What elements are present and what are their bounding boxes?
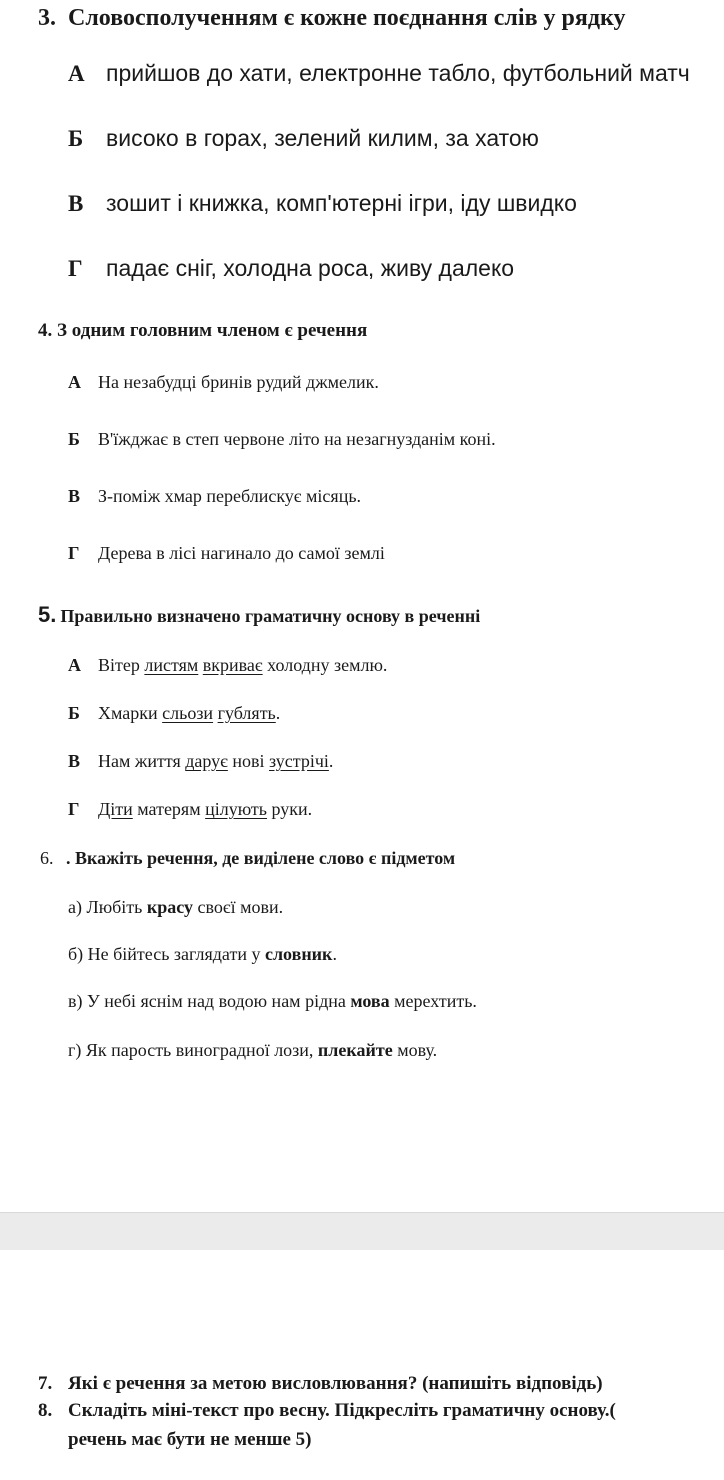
question-5-option-d: Г Діти матерям цілують руки. bbox=[68, 799, 313, 819]
underlined-word: гублять bbox=[217, 703, 276, 723]
underlined-word: цілують bbox=[205, 799, 268, 819]
underlined-word: зустрічі bbox=[269, 751, 329, 771]
question-3-option-c: В зошит і книжка, комп'ютерні ігри, іду швидко bbox=[68, 190, 577, 216]
question-7: 7. Які є речення за метою висловлювання? (напишіть відповідь) bbox=[38, 1373, 603, 1394]
question-4-option-d: Г Дерева в лісі нагинало до самої землі bbox=[68, 543, 385, 563]
question-4-option-c: В З-поміж хмар переблискує місяць. bbox=[68, 486, 362, 506]
question-8-line-2: речень має бути не менше 5) bbox=[68, 1429, 312, 1450]
question-6-option-d: г) Як парость виноградної лози, плекайте мову. bbox=[68, 1040, 438, 1060]
question-6-number: 6. bbox=[40, 848, 54, 868]
underlined-word: листям bbox=[144, 655, 199, 675]
question-6-option-c: в) У небі яснім над водою нам рідна мова мерехтить. bbox=[68, 991, 477, 1011]
underlined-word: сльози bbox=[162, 703, 214, 723]
question-3-option-d: Г падає сніг, холодна роса, живу далеко bbox=[68, 255, 515, 281]
underlined-word: дарує bbox=[185, 751, 228, 771]
question-3-title: 3. Словосполученням є кожне поєднання слів у рядку bbox=[38, 5, 626, 31]
question-6-option-a: а) Любіть красу своєї мови. bbox=[68, 897, 284, 917]
page-2 bbox=[0, 1250, 724, 1480]
question-5-option-a: А Вітер листям вкриває холодну землю. bbox=[68, 655, 388, 675]
underlined-word: Діти bbox=[98, 799, 133, 819]
question-5-option-c: В Нам життя дарує нові зустрічі. bbox=[68, 751, 334, 771]
question-5-option-b: Б Хмарки сльози гублять. bbox=[68, 703, 281, 723]
question-3-option-a: А прийшов до хати, електронне табло, футбольний матч bbox=[68, 60, 690, 86]
question-6-option-b: б) Не бійтесь заглядати у словник. bbox=[68, 944, 337, 964]
question-4-title: 4. З одним головним членом є речення bbox=[38, 320, 368, 341]
question-3-option-b: Б високо в горах, зелений килим, за хатою bbox=[68, 125, 539, 151]
page-gap bbox=[0, 1212, 724, 1250]
question-8-line-1: 8. Складіть міні-текст про весну. Підкресліть граматичну основу.( bbox=[38, 1400, 616, 1421]
question-5-title: 5. Правильно визначено граматичну основу в реченні bbox=[38, 602, 481, 627]
question-6-title: . Вкажіть речення, де виділене слово є підметом bbox=[66, 848, 456, 868]
underlined-word: вкриває bbox=[202, 655, 263, 675]
question-4-option-b: Б В'їжджає в степ червоне літо на незагнузданім коні. bbox=[68, 429, 496, 449]
question-4-option-a: А На незабудці бринів рудий джмелик. bbox=[68, 372, 379, 392]
